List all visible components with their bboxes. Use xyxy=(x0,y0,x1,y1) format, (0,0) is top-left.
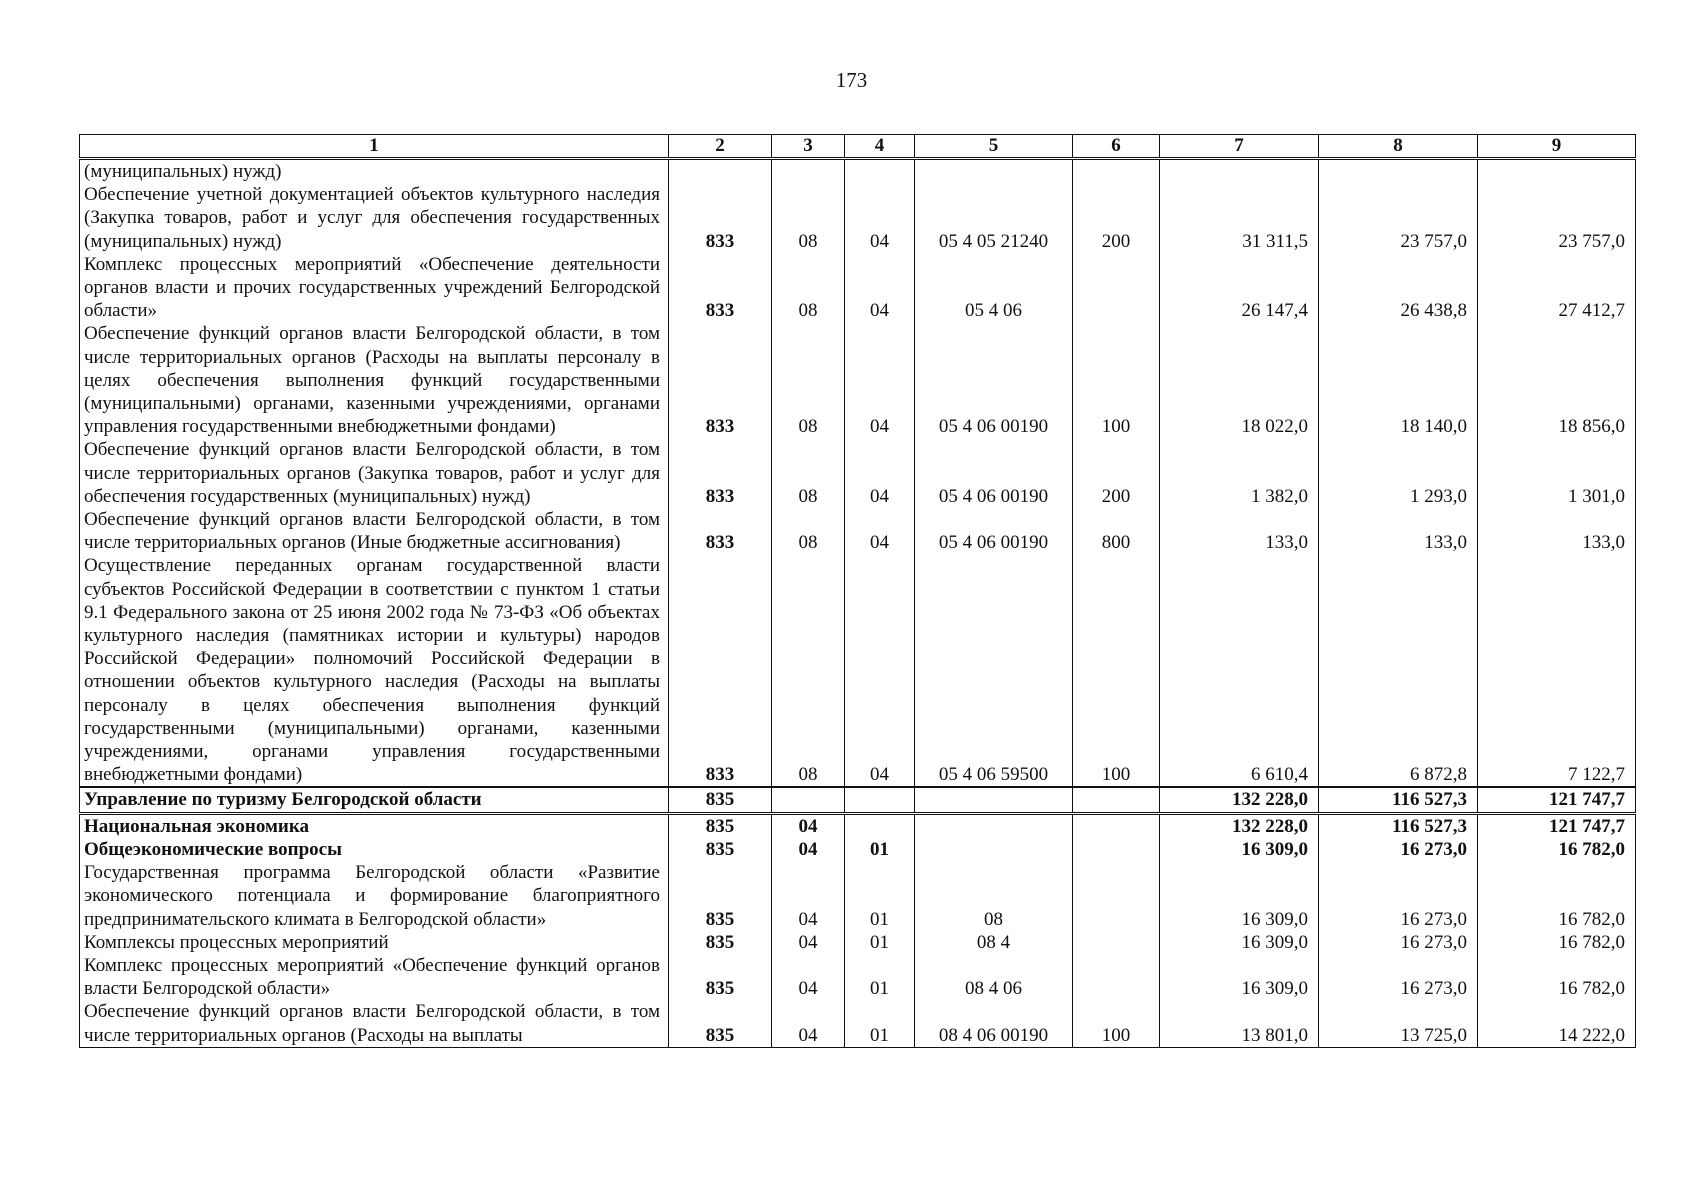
column-header: 5 xyxy=(915,135,1073,159)
subsection-cell: 04 xyxy=(845,183,915,253)
amount-year3-cell xyxy=(1478,159,1636,184)
table-row xyxy=(80,861,1636,931)
amount-year1-cell: 26 147,4 xyxy=(1160,253,1319,323)
amount-year3-cell: 23 757,0 xyxy=(1478,183,1636,253)
amount-year1-cell: 16 309,0 xyxy=(1160,861,1319,931)
column-header: 4 xyxy=(845,135,915,159)
amount-year2-cell: 16 273,0 xyxy=(1319,931,1478,954)
target-article-cell: 05 4 06 00190 xyxy=(915,508,1073,554)
budget-table xyxy=(79,134,1636,1048)
section-cell: 08 xyxy=(772,438,845,508)
row-name-cell: Обеспечение учетной документацией объектов культурного наследия (Закупка товаров, работ и услуг для обеспечения государственных (муниципальных) нужд) xyxy=(80,183,669,253)
target-article-cell: 05 4 06 59500 xyxy=(915,554,1073,787)
target-article-cell: 08 4 xyxy=(915,931,1073,954)
row-name-cell: Осуществление переданных органам государственной власти субъектов Российской Федерации в соответствии с пунктом 1 статьи 9.1 Федерального закона от 25 июня 2002 года № 73-ФЗ «Об объектах культурного наследия (памятниках истории и культуры) народов Российской Федерации» полномочий Российской Федерации в отношении объектов культурного наследия (Расходы на выплаты персоналу в целях обеспечения выполнения функций государственными (муниципальными) органами, казенными учреждениями, органами управления государственными внебюджетными фондами) xyxy=(80,554,669,787)
target-article-cell: 05 4 06 00190 xyxy=(915,438,1073,508)
expense-type-cell xyxy=(1073,861,1160,931)
expense-type-cell xyxy=(1073,253,1160,323)
amount-year3-cell: 16 782,0 xyxy=(1478,861,1636,931)
row-name-cell: Управление по туризму Белгородской области xyxy=(80,787,669,813)
section-cell: 08 xyxy=(772,183,845,253)
row-name-cell: (муниципальных) нужд) xyxy=(80,159,669,184)
subsection-cell: 04 xyxy=(845,322,915,438)
row-name-cell: Комплексы процессных мероприятий xyxy=(80,931,669,954)
table-row xyxy=(80,322,1636,438)
subsection-cell: 01 xyxy=(845,954,915,1000)
admin-code-cell: 835 xyxy=(669,861,772,931)
subsection-cell: 01 xyxy=(845,838,915,861)
amount-year1-cell: 13 801,0 xyxy=(1160,1000,1319,1047)
section-cell: 08 xyxy=(772,253,845,323)
expense-type-cell: 200 xyxy=(1073,438,1160,508)
amount-year2-cell: 13 725,0 xyxy=(1319,1000,1478,1047)
admin-code-cell: 833 xyxy=(669,183,772,253)
expense-type-cell: 800 xyxy=(1073,508,1160,554)
amount-year2-cell: 16 273,0 xyxy=(1319,838,1478,861)
amount-year3-cell: 121 747,7 xyxy=(1478,787,1636,813)
amount-year1-cell: 133,0 xyxy=(1160,508,1319,554)
expense-type-cell xyxy=(1073,787,1160,813)
section-cell: 08 xyxy=(772,554,845,787)
admin-code-cell: 835 xyxy=(669,1000,772,1047)
amount-year1-cell xyxy=(1160,159,1319,184)
target-article-cell xyxy=(915,159,1073,184)
table-row xyxy=(80,813,1636,838)
section-cell: 08 xyxy=(772,508,845,554)
table-row xyxy=(80,1000,1636,1047)
target-article-cell xyxy=(915,838,1073,861)
amount-year2-cell: 133,0 xyxy=(1319,508,1478,554)
table-row xyxy=(80,253,1636,323)
target-article-cell: 05 4 06 xyxy=(915,253,1073,323)
expense-type-cell: 200 xyxy=(1073,183,1160,253)
subsection-cell xyxy=(845,787,915,813)
amount-year1-cell: 1 382,0 xyxy=(1160,438,1319,508)
target-article-cell: 08 4 06 xyxy=(915,954,1073,1000)
table-header-row xyxy=(80,135,1636,159)
amount-year3-cell: 18 856,0 xyxy=(1478,322,1636,438)
admin-code-cell: 833 xyxy=(669,253,772,323)
section-cell: 04 xyxy=(772,838,845,861)
row-name-cell: Национальная экономика xyxy=(80,813,669,838)
row-name-cell: Обеспечение функций органов власти Белгородской области, в том числе территориальных органов (Расходы на выплаты персоналу в целях обеспечения выполнения функций государственными (муниципальными) органами, казенными учреждениями, органами управления государственными внебюджетными фондами) xyxy=(80,322,669,438)
section-cell: 04 xyxy=(772,861,845,931)
expense-type-cell xyxy=(1073,931,1160,954)
section-cell: 04 xyxy=(772,931,845,954)
amount-year3-cell: 133,0 xyxy=(1478,508,1636,554)
target-article-cell xyxy=(915,813,1073,838)
amount-year3-cell: 16 782,0 xyxy=(1478,838,1636,861)
amount-year2-cell: 23 757,0 xyxy=(1319,183,1478,253)
table-row xyxy=(80,787,1636,813)
column-header: 8 xyxy=(1319,135,1478,159)
table-row xyxy=(80,159,1636,184)
subsection-cell: 01 xyxy=(845,931,915,954)
section-cell: 04 xyxy=(772,1000,845,1047)
target-article-cell: 05 4 06 00190 xyxy=(915,322,1073,438)
expense-type-cell xyxy=(1073,954,1160,1000)
admin-code-cell: 835 xyxy=(669,931,772,954)
amount-year3-cell: 1 301,0 xyxy=(1478,438,1636,508)
row-name-cell: Обеспечение функций органов власти Белгородской области, в том числе территориальных органов (Закупка товаров, работ и услуг для обеспечения государственных (муниципальных) нужд) xyxy=(80,438,669,508)
amount-year2-cell: 116 527,3 xyxy=(1319,813,1478,838)
subsection-cell: 04 xyxy=(845,554,915,787)
section-cell: 04 xyxy=(772,813,845,838)
amount-year1-cell: 18 022,0 xyxy=(1160,322,1319,438)
subsection-cell: 04 xyxy=(845,253,915,323)
amount-year1-cell: 16 309,0 xyxy=(1160,954,1319,1000)
expense-type-cell: 100 xyxy=(1073,1000,1160,1047)
expense-type-cell: 100 xyxy=(1073,554,1160,787)
table-row xyxy=(80,838,1636,861)
amount-year2-cell: 1 293,0 xyxy=(1319,438,1478,508)
table-row xyxy=(80,954,1636,1000)
amount-year3-cell: 121 747,7 xyxy=(1478,813,1636,838)
table-row xyxy=(80,438,1636,508)
admin-code-cell: 835 xyxy=(669,813,772,838)
target-article-cell xyxy=(915,787,1073,813)
amount-year1-cell: 31 311,5 xyxy=(1160,183,1319,253)
admin-code-cell: 835 xyxy=(669,954,772,1000)
column-header: 9 xyxy=(1478,135,1636,159)
expense-type-cell xyxy=(1073,838,1160,861)
amount-year1-cell: 132 228,0 xyxy=(1160,813,1319,838)
admin-code-cell: 833 xyxy=(669,438,772,508)
column-header: 7 xyxy=(1160,135,1319,159)
amount-year2-cell: 16 273,0 xyxy=(1319,861,1478,931)
subsection-cell xyxy=(845,159,915,184)
section-cell: 08 xyxy=(772,322,845,438)
section-cell: 04 xyxy=(772,954,845,1000)
row-name-cell: Обеспечение функций органов власти Белгородской области, в том числе территориальных органов (Расходы на выплаты xyxy=(80,1000,669,1047)
row-name-cell: Государственная программа Белгородской области «Развитие экономического потенциала и формирование благоприятного предпринимательского климата в Белгородской области» xyxy=(80,861,669,931)
amount-year2-cell: 6 872,8 xyxy=(1319,554,1478,787)
amount-year1-cell: 6 610,4 xyxy=(1160,554,1319,787)
amount-year3-cell: 16 782,0 xyxy=(1478,954,1636,1000)
table-row xyxy=(80,931,1636,954)
expense-type-cell: 100 xyxy=(1073,322,1160,438)
admin-code-cell xyxy=(669,159,772,184)
target-article-cell: 05 4 05 21240 xyxy=(915,183,1073,253)
admin-code-cell: 835 xyxy=(669,787,772,813)
subsection-cell xyxy=(845,813,915,838)
column-header: 6 xyxy=(1073,135,1160,159)
row-name-cell: Обеспечение функций органов власти Белгородской области, в том числе территориальных органов (Иные бюджетные ассигнования) xyxy=(80,508,669,554)
row-name-cell: Комплекс процессных мероприятий «Обеспечение деятельности органов власти и прочих государственных учреждений Белгородской области» xyxy=(80,253,669,323)
amount-year2-cell xyxy=(1319,159,1478,184)
table-row xyxy=(80,554,1636,787)
subsection-cell: 01 xyxy=(845,861,915,931)
target-article-cell: 08 4 06 00190 xyxy=(915,1000,1073,1047)
amount-year3-cell: 7 122,7 xyxy=(1478,554,1636,787)
amount-year2-cell: 18 140,0 xyxy=(1319,322,1478,438)
expense-type-cell xyxy=(1073,813,1160,838)
table-row xyxy=(80,183,1636,253)
section-cell xyxy=(772,787,845,813)
amount-year3-cell: 27 412,7 xyxy=(1478,253,1636,323)
table-row xyxy=(80,508,1636,554)
admin-code-cell: 833 xyxy=(669,508,772,554)
column-header: 2 xyxy=(669,135,772,159)
column-header: 1 xyxy=(80,135,669,159)
subsection-cell: 01 xyxy=(845,1000,915,1047)
amount-year2-cell: 26 438,8 xyxy=(1319,253,1478,323)
amount-year3-cell: 14 222,0 xyxy=(1478,1000,1636,1047)
row-name-cell: Общеэкономические вопросы xyxy=(80,838,669,861)
admin-code-cell: 835 xyxy=(669,838,772,861)
target-article-cell: 08 xyxy=(915,861,1073,931)
amount-year1-cell: 16 309,0 xyxy=(1160,931,1319,954)
admin-code-cell: 833 xyxy=(669,554,772,787)
subsection-cell: 04 xyxy=(845,508,915,554)
subsection-cell: 04 xyxy=(845,438,915,508)
expense-type-cell xyxy=(1073,159,1160,184)
amount-year2-cell: 16 273,0 xyxy=(1319,954,1478,1000)
column-header: 3 xyxy=(772,135,845,159)
page-number: 173 xyxy=(835,68,868,92)
amount-year1-cell: 132 228,0 xyxy=(1160,787,1319,813)
section-cell xyxy=(772,159,845,184)
amount-year3-cell: 16 782,0 xyxy=(1478,931,1636,954)
amount-year1-cell: 16 309,0 xyxy=(1160,838,1319,861)
row-name-cell: Комплекс процессных мероприятий «Обеспечение функций органов власти Белгородской области» xyxy=(80,954,669,1000)
admin-code-cell: 833 xyxy=(669,322,772,438)
amount-year2-cell: 116 527,3 xyxy=(1319,787,1478,813)
